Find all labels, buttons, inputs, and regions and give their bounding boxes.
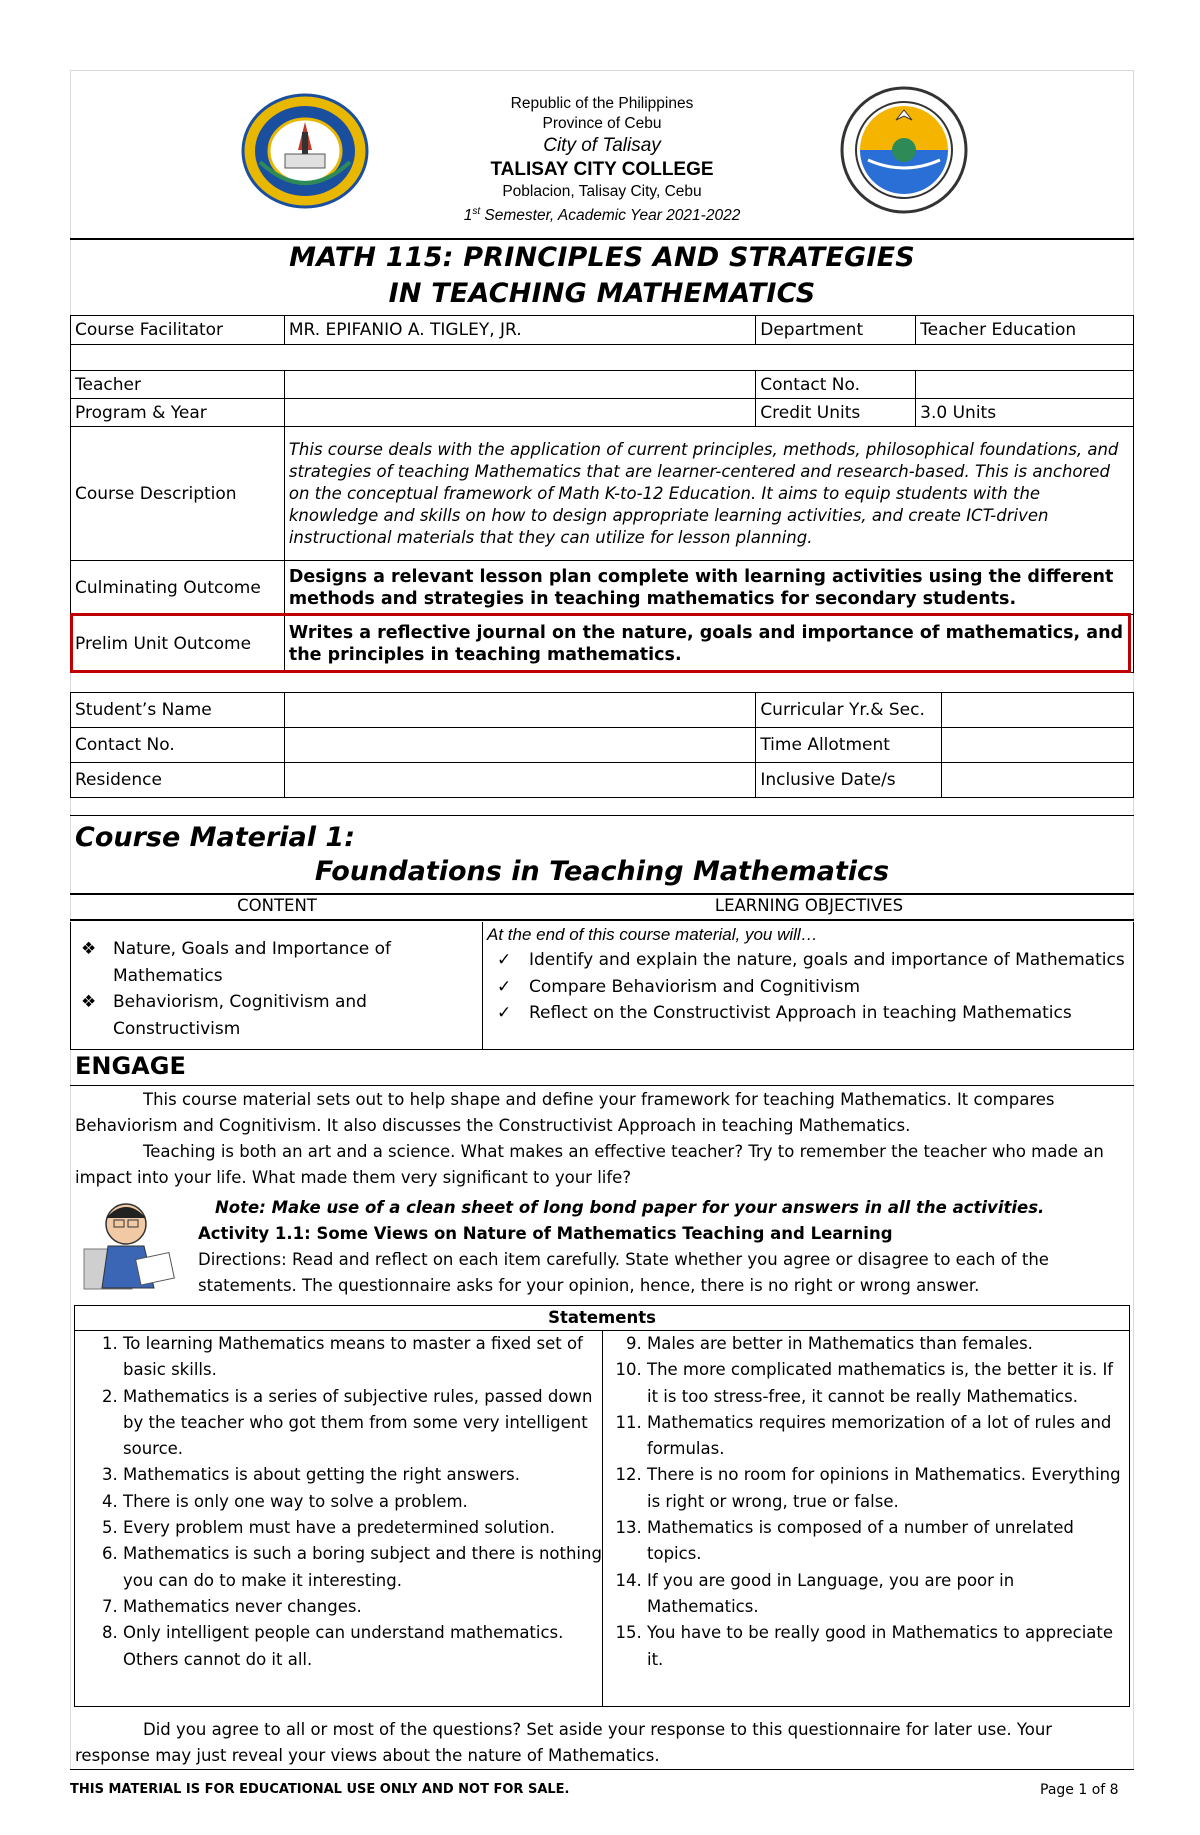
semester-line: 1st Semester, Academic Year 2021-2022 [463, 206, 741, 225]
year-section-value [942, 693, 1134, 728]
statement-item: 6. Mathematics is such a boring subject and there is nothing you can do to make it interesting. [123, 1541, 602, 1594]
facilitator-value: MR. EPIFANIO A. TIGLEY, JR. [284, 316, 755, 345]
diamond-bullet-icon: ❖ [81, 992, 97, 1012]
objective-item: ✓ Compare Behaviorism and Cognitivism [487, 974, 1129, 1001]
culminating-value: Designs a relevant lesson plan complete with learning activities using the different methods and strategies in teaching mathematics for secondary students. [284, 561, 1133, 615]
content-item: ❖ Behaviorism, Cognitivism and Constructivism [71, 989, 482, 1042]
content-list [71, 936, 482, 1042]
time-allotment-value [942, 728, 1134, 763]
check-icon: ✓ [497, 950, 512, 970]
statement-item: 15. You have to be really good in Mathematics to appreciate it. [647, 1620, 1129, 1673]
statements-list-right [603, 1331, 1129, 1673]
department-value: Teacher Education [916, 316, 1134, 345]
student-contact-value [284, 728, 755, 763]
teacher-clipart-icon [74, 1194, 184, 1292]
content-item: ❖ Nature, Goals and Importance of Mathematics [71, 936, 482, 989]
activity-title: Activity 1.1: Some Views on Nature of Mathematics Teaching and Learning [198, 1224, 893, 1243]
engage-paragraph-2: Teaching is both an art and a science. What makes an effective teacher? Try to remember the teacher who made an impact into your life. What made them very significant to your life? [75, 1142, 1104, 1187]
objective-item: ✓ Identify and explain the nature, goals and importance of Mathematics [487, 947, 1129, 974]
statement-item: 5. Every problem must have a predetermined solution. [123, 1515, 602, 1541]
residence-value [284, 763, 755, 798]
statements-list-left [75, 1331, 602, 1673]
objective-item: ✓ Reflect on the Constructivist Approach in teaching Mathematics [487, 1000, 1129, 1027]
city-line: City of Talisay [543, 135, 661, 156]
credit-label: Credit Units [756, 399, 916, 427]
contact-label: Contact No. [756, 371, 916, 399]
residence-label: Residence [71, 763, 285, 798]
course-material-title: Course Material 1: [75, 822, 356, 853]
prelim-value: Writes a reflective journal on the nature, goals and importance of mathematics, and the principles in teaching mathematics. [284, 615, 1133, 673]
engage-heading: ENGAGE [75, 1052, 186, 1080]
college-name: TALISAY CITY COLLEGE [490, 159, 714, 180]
note-text: Note: Make use of a clean sheet of long bond paper for your answers in all the activities. [215, 1198, 1045, 1217]
statement-item: 1. To learning Mathematics means to master a fixed set of basic skills. [123, 1331, 602, 1384]
content-column [70, 922, 483, 1050]
section-divider [70, 815, 1134, 816]
dates-label: Inclusive Date/s [756, 763, 942, 798]
objectives-list [487, 947, 1129, 1027]
footer-notice: THIS MATERIAL IS FOR EDUCATIONAL USE ONLY AND NOT FOR SALE. [70, 1782, 570, 1797]
diamond-bullet-icon: ❖ [81, 939, 97, 959]
province-line: Province of Cebu [542, 115, 662, 132]
course-title: MATH 115: PRINCIPLES AND STRATEGIES IN TEACHING MATHEMATICS [289, 242, 915, 309]
page-number: Page 1 of 8 [1040, 1782, 1119, 1798]
objectives-intro: At the end of this course material, you will… [487, 925, 818, 944]
statement-item: 7. Mathematics never changes. [123, 1594, 602, 1620]
dates-value [942, 763, 1134, 798]
statement-item: 10. The more complicated mathematics is, the better it is. If it is too stress-free, it cannot be really Mathematics. [647, 1357, 1129, 1410]
letterhead [70, 70, 1134, 238]
address-line: Poblacion, Talisay City, Cebu [502, 183, 702, 200]
description-value: This course deals with the application of current principles, methods, philosophical foundations, and strategies of teaching Mathematics that are learner-centered and research-based. This is anchored on the conceptual framework of Math K-to-12 Education. It aims to equip students with the knowledge and skills on how to design appropriate learning activities, and create ICT-driven instructional materials that they can utilize for lesson planning. [284, 427, 1133, 561]
check-icon: ✓ [497, 1003, 512, 1023]
course-material-subtitle: Foundations in Teaching Mathematics [314, 856, 890, 887]
closing-paragraph: Did you agree to all or most of the questions? Set aside your response to this questionnaire for later use. Your response may just reveal your views about the nature of Mathematics. [75, 1720, 1053, 1765]
prelim-label: Prelim Unit Outcome [71, 615, 285, 673]
program-value [284, 399, 755, 427]
statements-header: Statements [75, 1306, 1129, 1331]
culminating-label: Culminating Outcome [71, 561, 285, 615]
activity-directions: Directions: Read and reflect on each item carefully. State whether you agree or disagree to each of the statements. The questionnaire asks for your opinion, hence, there is no right or wrong answer. [198, 1250, 1049, 1295]
statement-item: 12. There is no room for opinions in Mathematics. Everything is right or wrong, true or false. [647, 1462, 1129, 1515]
credit-value: 3.0 Units [916, 399, 1134, 427]
teacher-value [284, 371, 755, 399]
republic-line: Republic of the Philippines [510, 95, 694, 112]
statement-item: 4. There is only one way to solve a problem. [123, 1489, 602, 1515]
statement-item: 13. Mathematics is composed of a number of unrelated topics. [647, 1515, 1129, 1568]
prelim-highlight-box [70, 613, 1131, 673]
letterhead-text [370, 94, 834, 226]
engage-paragraph-1: This course material sets out to help shape and define your framework for teaching Mathematics. It compares Behaviorism and Cognitivism. It also discusses the Constructivist Approach in teaching Mathematics. [75, 1090, 1055, 1135]
statement-item: 11. Mathematics requires memorization of a lot of rules and formulas. [647, 1410, 1129, 1463]
statements-left-column [75, 1331, 603, 1706]
student-info-table [70, 692, 1134, 798]
facilitator-label: Course Facilitator [71, 316, 285, 345]
engage-divider [70, 1085, 1134, 1086]
statement-item: 14. If you are good in Language, you are poor in Mathematics. [647, 1568, 1129, 1621]
spacer-row [71, 345, 1134, 371]
college-seal-logo [240, 92, 370, 210]
city-seal-logo [838, 84, 970, 216]
description-label: Course Description [71, 427, 285, 561]
contact-value [916, 371, 1134, 399]
program-label: Program & Year [71, 399, 285, 427]
year-section-label: Curricular Yr.& Sec. [756, 693, 942, 728]
document-page [70, 70, 1134, 1770]
teacher-label: Teacher [71, 371, 285, 399]
student-name-label: Student’s Name [71, 693, 285, 728]
subtitle-divider [70, 893, 1134, 895]
statement-item: 8. Only intelligent people can understand mathematics. Others cannot do it all. [123, 1620, 602, 1673]
objectives-header-divider [70, 919, 1134, 921]
department-label: Department [756, 316, 916, 345]
check-icon: ✓ [497, 976, 512, 997]
student-contact-label: Contact No. [71, 728, 285, 763]
content-header: CONTENT [237, 896, 317, 915]
statements-right-column [603, 1331, 1129, 1706]
statements-table [74, 1305, 1130, 1707]
student-name-value [284, 693, 755, 728]
statement-item: 9. Males are better in Mathematics than females. [647, 1331, 1129, 1357]
statement-item: 2. Mathematics is a series of subjective rules, passed down by the teacher who got them from some very intelligent source. [123, 1384, 602, 1463]
statement-item: 3. Mathematics is about getting the right answers. [123, 1462, 602, 1488]
objectives-header: LEARNING OBJECTIVES [714, 896, 904, 915]
objectives-column [483, 922, 1134, 1050]
time-allotment-label: Time Allotment [756, 728, 942, 763]
bottom-rule [70, 1769, 1134, 1770]
